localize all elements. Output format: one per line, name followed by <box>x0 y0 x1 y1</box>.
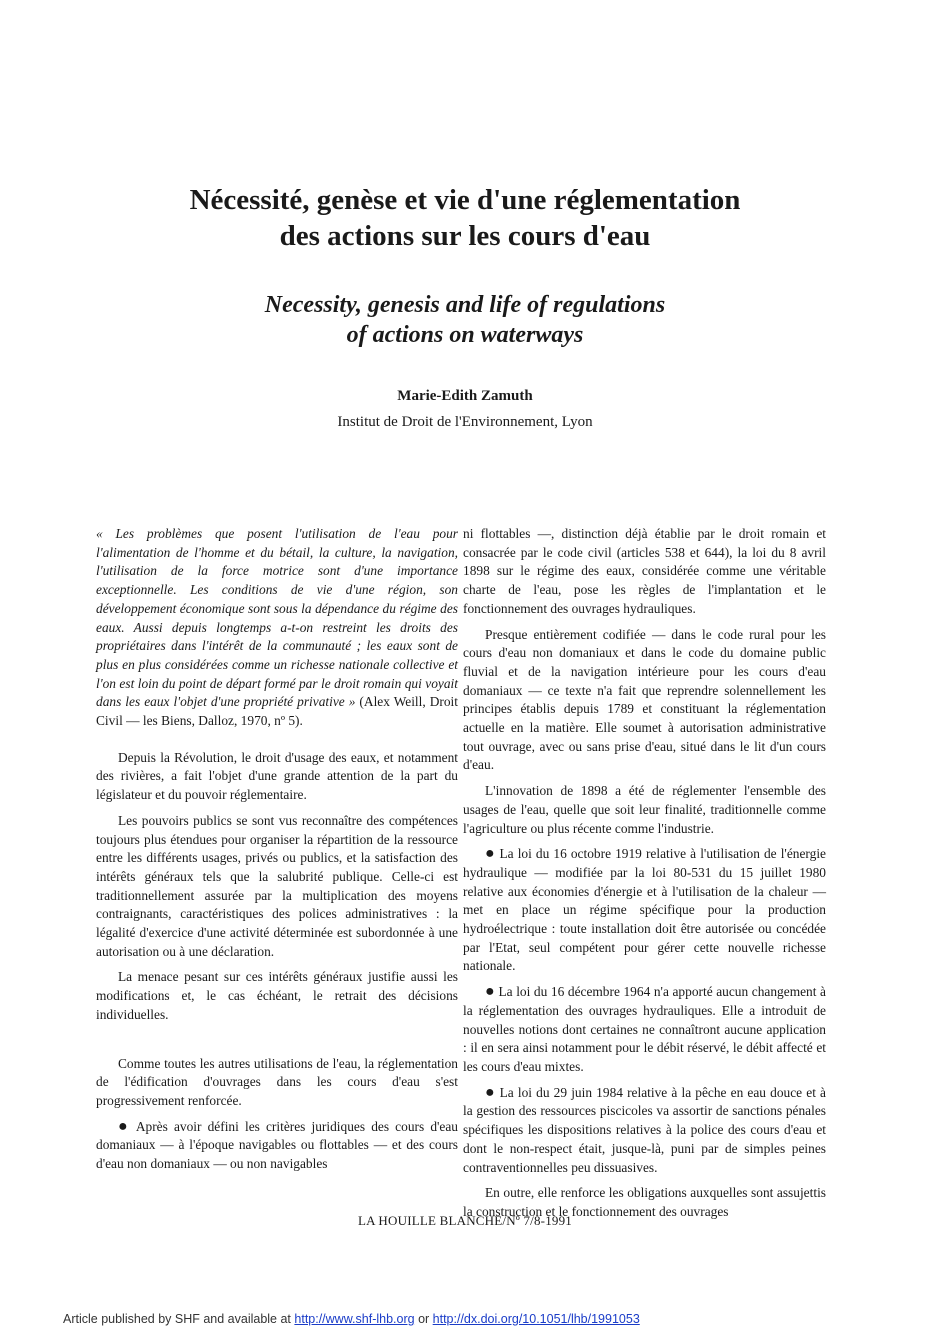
bullet-paragraph <box>463 983 826 1077</box>
notice-prefix: Article published by SHF and available at <box>63 1312 295 1326</box>
notice-mid: or <box>414 1312 433 1326</box>
bullet-icon: ● <box>485 983 495 1001</box>
paragraph: Comme toutes les autres utilisations de l'eau, la réglementation de l'édification d'ouvrages dans les cours d'eau s'est progressivement renforcée. <box>96 1055 458 1108</box>
right-column <box>463 525 826 1229</box>
publication-notice <box>63 1312 640 1326</box>
paragraph: Presque entièrement codifiée — dans le code rural pour les cours d'eau non domaniaux et dans le code du domaine public fluvial et de la navigation intérieure pour les cours d'eau domaniaux — ce texte n'a fait que reprendre solennellement les principes établis depuis 1789 et constituant la réglementation actuelle en la matière. Elle soumet à autorisation administrative tout ouvrage, avec ou sans prise d'eau, situé dans le lit d'un cours d'eau. <box>463 626 826 773</box>
title-line-2: des actions sur les cours d'eau <box>279 220 651 252</box>
bullet-text: La loi du 16 décembre 1964 n'a apporté aucun changement à la réglementation des ouvrages hydrauliques. Elle a introduit de nouvelles notions dont certaines ne connaîtront aucune application : il en sera ainsi notamment pour le débit réservé, le débit affecté et les cours d'eau mixtes. <box>463 984 826 1074</box>
bullet-icon: ● <box>485 845 496 863</box>
title-line-1: Nécessité, genèse et vie d'une réglementation <box>189 184 741 216</box>
bullet-paragraph <box>463 1084 826 1178</box>
epigraph-text: « Les problèmes que posent l'utilisation de l'eau pour l'alimentation de l'homme et du bétail, la culture, la navigation, l'utilisation de la force motrice sont d'une importance exceptionnelle. Les conditions de vie d'une région, son développement économique sont sous la dépendance du régime des eaux. Aussi depuis longtemps a-t-on restreint les droits des propriétaires dans l'intérêt de la communauté ; les eaux sont de plus en plus considérées comme un richesse nationale collective et l'on est loin du point de départ formé par le droit romain qui voyait dans les eaux l'objet d'une propriété privative » <box>96 526 458 710</box>
bullet-icon: ● <box>118 1117 131 1135</box>
author-affiliation: Institut de Droit de l'Environnement, Lyon <box>337 414 593 430</box>
epigraph-quote <box>96 525 458 731</box>
article-subtitle <box>0 290 930 350</box>
doi-link[interactable]: http://dx.doi.org/10.1051/lhb/1991053 <box>432 1312 640 1326</box>
bullet-icon: ● <box>485 1083 496 1101</box>
bullet-text: La loi du 29 juin 1984 relative à la pêche en eau douce et à la gestion des ressources piscicoles va assortir de sanctions pénales spécifiques les dispositions relatives à la police des cours d'eau et dont le non-respect était, jusque-là, puni par de simples peines contraventionnelles peu dissuasives. <box>463 1084 826 1175</box>
shf-link[interactable]: http://www.shf-lhb.org <box>294 1312 415 1326</box>
bullet-text: Après avoir défini les critères juridiques des cours d'eau domaniaux — à l'époque navigables ou flottables — et des cours d'eau non domaniaux — ou non navigables <box>96 1118 459 1172</box>
left-column <box>96 525 458 1181</box>
paragraph: ni flottables —, distinction déjà établie par le droit romain et consacrée par le code civil (articles 538 et 644), la loi du 8 avril 1898 sur le régime des eaux, considérée comme une véritable charte de l'eau, pose les règles de l'implantation et le fonctionnement des ouvrages hydrauliques. <box>463 526 826 616</box>
paragraph: L'innovation de 1898 a été de réglementer l'ensemble des usages de l'eau, quelle que soit leur finalité, traditionnelle comme l'agriculture ou plus récente comme l'industrie. <box>463 783 826 836</box>
epigraph-source: (Alex Weill, Droit Civil — les Biens, Dalloz, 1970, nº 5). <box>96 694 458 729</box>
bullet-paragraph <box>463 845 826 976</box>
paragraph: Depuis la Révolution, le droit d'usage des eaux, et notamment des rivières, a fait l'objet d'une grande attention de la part du législateur et du pouvoir réglementaire. <box>96 749 458 803</box>
paragraph: La menace pesant sur ces intérêts généraux justifie aussi les modifications et, le cas échéant, le retrait des décisions individuelles. <box>96 969 458 1022</box>
bullet-paragraph <box>96 1118 458 1174</box>
subtitle-line-2: of actions on waterways <box>346 322 584 348</box>
article-title <box>0 182 930 254</box>
bullet-text: La loi du 16 octobre 1919 relative à l'utilisation de l'énergie hydraulique — modifiée par la loi 80-531 du 15 juillet 1980 relative aux économies d'énergie et à l'utilisation de la chaleur — met en place un régime spécifique pour la production hydroélectrique : toute installation doit être autorisée ou concédée par l'Etat, seul compétent pour gérer cette nouvelle richesse nationale. <box>463 846 826 974</box>
author-name: Marie-Edith Zamuth <box>397 388 533 404</box>
subtitle-line-1: Necessity, genesis and life of regulations <box>264 292 666 318</box>
journal-footer: LA HOUILLE BLANCHE/Nº 7/8-1991 <box>357 1213 573 1228</box>
paragraph: Les pouvoirs publics se sont vus reconnaître des compétences toujours plus étendues pour organiser la répartition de la ressource entre les différents usages, privés ou publics, et la satisfaction des intérêts généraux tels que la salubrité publique. Celle-ci est traditionnellement assurée par la multiplication des moyens contraignants, caractéristiques des polices administratives : la légalité d'exercice d'une activité déterminée est subordonnée à une autorisation ou à une déclaration. <box>96 812 458 959</box>
paragraph: En outre, elle renforce les obligations auxquelles sont assujettis la construction et le fonctionnement des ouvrages <box>463 1185 826 1219</box>
